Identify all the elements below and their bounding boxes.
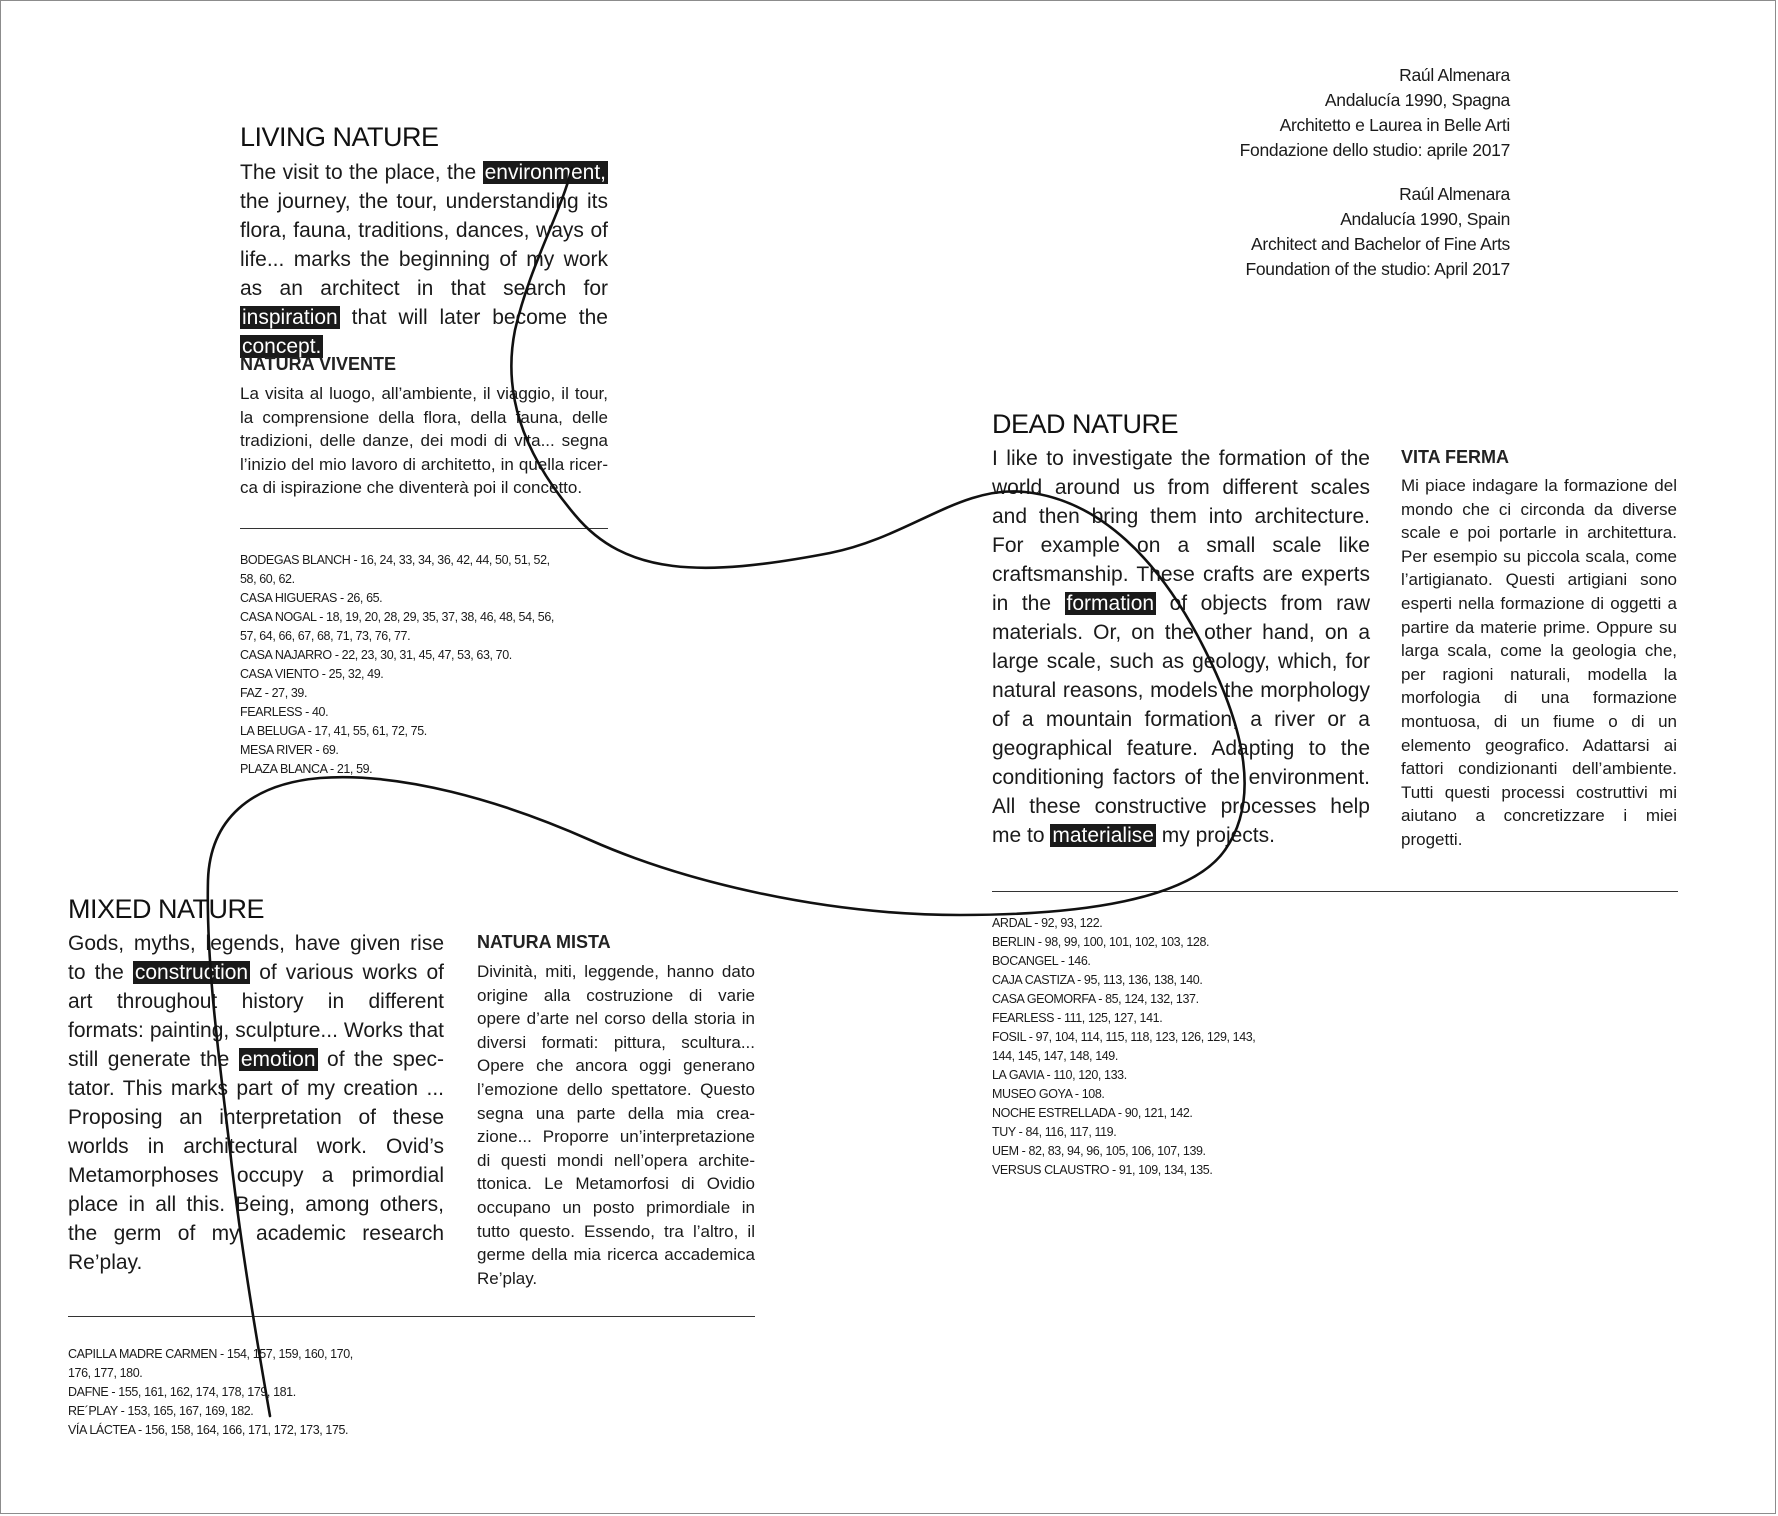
credit-line: Raúl Almenara (1399, 65, 1510, 85)
index-entry: PLAZA BLANCA - 21, 59. (240, 762, 373, 776)
dead-nature-index (992, 914, 1255, 1180)
natura-mista-text: Divinità, miti, leggende, hanno dato origine alla costruzione di varie opere d’arte nel corso della storia in diversi formati: pittura, scultura... Opere che ancora oggi generano l’emozione dello spettatore. Questo segna una parte della mia creazione... Proporre un’interpretazione di questi mondi nell’opera architettonica. Le Metamorfosi di Ovidio occupano un posto primordiale in tutto questo. Essendo, tra l’altro, il germe della mia ricerca accademica Re’play. (477, 962, 755, 1288)
index-entry: LA GAVIA - 110, 120, 133. (992, 1068, 1127, 1082)
index-entry: NOCHE ESTRELLADA - 90, 121, 142. (992, 1106, 1193, 1120)
vita-ferma-title: VITA FERMA (1401, 447, 1509, 467)
index-entry: 176, 177, 180. (68, 1366, 143, 1380)
text-run: my projects. (1161, 824, 1275, 847)
mixed-nature-text (68, 929, 444, 1277)
divider (240, 528, 608, 529)
text-run: of objects from raw materials. Or, on the other hand, on a large scale, such as geology, which, for natural reasons, models the morphology of a mountain formation, a river or a geographical feature. Adapting to the conditioning factors of the environment. All these constructive processes help me to (992, 592, 1370, 847)
index-entry: LA BELUGA - 17, 41, 55, 61, 72, 75. (240, 724, 427, 738)
index-entry: 58, 60, 62. (240, 572, 295, 586)
index-entry: BODEGAS BLANCH - 16, 24, 33, 34, 36, 42, 44, 50, 51, 52, (240, 553, 550, 567)
credit-line: Architect and Bachelor of Fine Arts (1251, 234, 1510, 254)
highlight-formation: formation (1066, 592, 1155, 615)
index-entry: BOCANGEL - 146. (992, 954, 1091, 968)
index-entry: BERLIN - 98, 99, 100, 101, 102, 103, 128. (992, 935, 1210, 949)
credit-line: Architetto e Laurea in Belle Arti (1279, 115, 1510, 135)
credit-line: Andalucía 1990, Spagna (1324, 90, 1510, 110)
living-nature-title: LIVING NATURE (240, 122, 439, 152)
highlight-inspiration: inspiration (242, 306, 338, 329)
index-entry: FEARLESS - 111, 125, 127, 141. (992, 1011, 1163, 1025)
index-entry: CASA HIGUERAS - 26, 65. (240, 591, 383, 605)
text-run: that will later become the (351, 306, 608, 329)
text-run: the journey, the tour, understanding its flora, fauna, traditions, dances, ways of life... marks the beginning of my work as an architect in that search for (240, 190, 608, 300)
index-entry: VÍA LÁCTEA - 156, 158, 164, 166, 171, 172, 173, 175. (68, 1423, 349, 1437)
index-entry: DAFNE - 155, 161, 162, 174, 178, 179, 181. (68, 1385, 296, 1399)
highlight-materialise: materialise (1052, 824, 1154, 847)
text-run: of the spectator. This marks part of my creation ... Proposing an interpretation of these worlds in architectural work. Ovid’s Metamorphoses occupy a primordial place in all this. Being, among others, the germ of my academic research Re’play. (68, 1048, 444, 1274)
credit-line: Fondazione dello studio: aprile 2017 (1239, 140, 1510, 160)
credit-line: Raúl Almenara (1399, 184, 1510, 204)
dead-nature-title: DEAD NATURE (992, 409, 1179, 439)
highlight-construction: construction (134, 961, 249, 984)
natura-mista-title: NATURA MISTA (477, 932, 611, 952)
index-entry: UEM - 82, 83, 94, 96, 105, 106, 107, 139. (992, 1144, 1206, 1158)
index-entry: CASA GEOMORFA - 85, 124, 132, 137. (992, 992, 1199, 1006)
index-entry: CASA NOGAL - 18, 19, 20, 28, 29, 35, 37, 38, 46, 48, 54, 56, (240, 610, 554, 624)
natura-vivente-text: La visita al luogo, all’ambiente, il viaggio, il tour, la comprensione della flora, della fauna, delle tradizioni, delle danze, dei modi di vita... segna l’inizio del mio lavoro di architetto, in quella ricerca di ispirazione che diventerà poi il concetto. (240, 384, 608, 498)
index-entry: CASA VIENTO - 25, 32, 49. (240, 667, 384, 681)
living-nature-text (240, 158, 608, 361)
credits-english (1245, 182, 1510, 282)
credits-italian (1240, 63, 1510, 163)
index-entry: CAPILLA MADRE CARMEN - 154, 157, 159, 160, 170, (68, 1347, 353, 1361)
index-entry: CASA NAJARRO - 22, 23, 30, 31, 45, 47, 53, 63, 70. (240, 648, 512, 662)
mixed-nature-index (68, 1345, 353, 1440)
highlight-concept: concept. (242, 335, 322, 358)
highlight-environment: environment, (484, 161, 606, 184)
mixed-nature-title: MIXED NATURE (68, 894, 265, 924)
index-entry: FEARLESS - 40. (240, 705, 329, 719)
index-entry: MUSEO GOYA - 108. (992, 1087, 1105, 1101)
index-entry: RE´PLAY - 153, 165, 167, 169, 182. (68, 1404, 254, 1418)
index-entry: 57, 64, 66, 67, 68, 71, 73, 76, 77. (240, 629, 411, 643)
vita-ferma-text: Mi piace indagare la formazione del mondo che ci circonda da diverse scale e poi portarle in architettura. Per esempio su piccola scala, come l’artigianato. Questi artigiani sono esperti nella formazione di oggetti a partire da materie prime. Oppure su larga scala, come la geologia che, per ragioni naturali, modella la morfologia di una formazione montuosa, di un fiume o di un elemento geografico. Adattarsi ai fattori condizionanti dell’ambiente. Tutti questi processi costruttivi mi aiutano a concretizzare i miei progetti. (1401, 476, 1677, 849)
text-run: The visit to the place, the (240, 161, 477, 184)
natura-vivente-title: NATURA VIVENTE (240, 354, 397, 374)
index-entry: FOSIL - 97, 104, 114, 115, 118, 123, 126, 129, 143, (992, 1030, 1256, 1044)
index-entry: TUY - 84, 116, 117, 119. (992, 1125, 1117, 1139)
index-entry: 144, 145, 147, 148, 149. (992, 1049, 1118, 1063)
index-entry: ARDAL - 92, 93, 122. (992, 916, 1103, 930)
index-entry: MESA RIVER - 69. (240, 743, 339, 757)
highlight-emotion: emotion (240, 1048, 316, 1071)
text-run: of various works of art throughout history in different formats: painting, sculpture... Works that still generate the (68, 961, 444, 1071)
dead-nature-text (992, 444, 1370, 850)
living-nature-index (240, 551, 554, 779)
text-run: I like to investigate the formation of the world around us from different scales and then bring them into architecture. For example on a small scale like craftsmanship. These crafts are experts in the (992, 447, 1370, 615)
divider (992, 891, 1678, 892)
index-entry: FAZ - 27, 39. (240, 686, 308, 700)
index-entry: CAJA CASTIZA - 95, 113, 136, 138, 140. (992, 973, 1203, 987)
index-entry: VERSUS CLAUSTRO - 91, 109, 134, 135. (992, 1163, 1213, 1177)
credit-line: Andalucía 1990, Spain (1340, 209, 1510, 229)
text-run: Gods, myths, legends, have given rise to the (68, 932, 444, 984)
credit-line: Foundation of the studio: April 2017 (1245, 259, 1510, 279)
divider (68, 1316, 755, 1317)
